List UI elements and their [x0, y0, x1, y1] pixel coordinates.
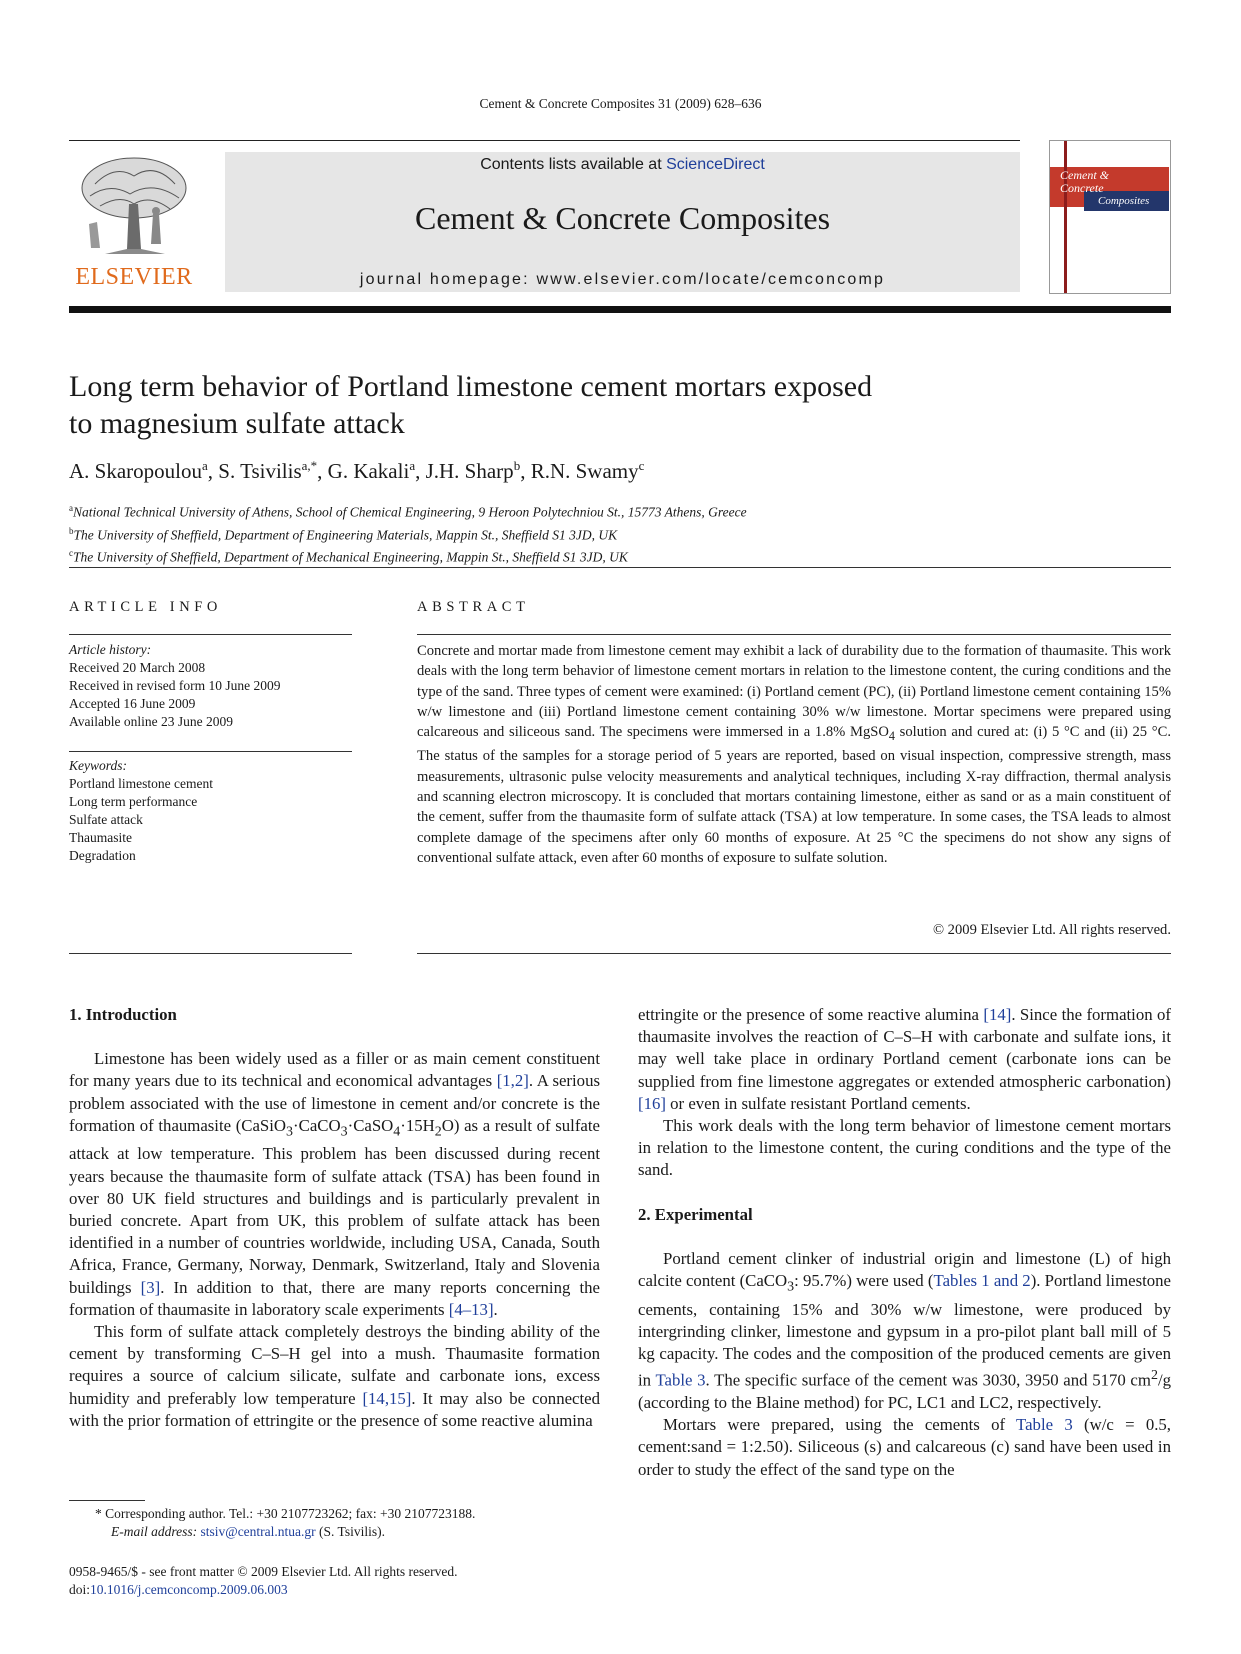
- keywords: [69, 757, 213, 865]
- article-info-rule: [69, 634, 352, 635]
- cover-vertical-line: [1064, 141, 1067, 293]
- keyword-item: Thaumasite: [69, 830, 132, 845]
- email-suffix: (S. Tsivilis).: [315, 1524, 385, 1539]
- text-run: ). Portland limestone cements, containing 15% and 30% w/w limestone, were produced by intergrinding clinker, limestone and gypsum in a pro-pilot plant ball mill of 5 kg capacity. The codes and the composition of the produced cements are given in: [638, 1271, 1171, 1390]
- author-list: A. Skaropoulou$^a$, S. Tsivilis$^{a,*}$, G. Kakali$^a$, J.H. Sharp$^b$, R.N. Swamy$^c$: [69, 458, 645, 483]
- article-info-heading: ARTICLE INFO: [69, 599, 223, 615]
- author-name[interactable]: S. Tsivilis: [218, 459, 302, 483]
- experimental-paragraph-1: Portland cement clinker of industrial origin and limestone (L) of high calcite content (CaCO$_3$: 95.7%) were used (Tables 1 and 2). Portland limestone cements, containing 15% and 30% w/w limestone, were produced by intergrinding clinker, limestone and gypsum in a pro-pilot plant ball mill of 5 kg capacity. The codes and the composition of the produced cements are given in Table 3. The specific surface of the cement was 3030, 3950 and 5170 $cm^2/g$ (according to the Blaine method) for PC, LC1 and LC2, respectively.: [638, 1248, 1171, 1412]
- contents-line: [225, 156, 1020, 174]
- abstract-copyright: © 2009 Elsevier Ltd. All rights reserved.: [932, 922, 1171, 938]
- footnote-star: *: [95, 1506, 102, 1521]
- text-run: . In addition to that, there are many reports concerning the formation of thaumasite in laboratory scale experiments: [69, 1277, 600, 1319]
- journal-banner: [225, 152, 1020, 292]
- author-name[interactable]: J.H. Sharp: [425, 459, 514, 483]
- abstract-bottom-rule: [417, 953, 1171, 954]
- running-head: Cement & Concrete Composites 31 (2009) 628–636: [479, 96, 762, 111]
- footnote-text: Corresponding author. Tel.: +30 2107723262; fax: +30 2107723188.: [101, 1506, 476, 1521]
- footnote: [69, 1505, 609, 1541]
- citation-link[interactable]: [14]: [983, 1005, 1012, 1024]
- contents-prefix: Contents lists available at: [480, 156, 667, 173]
- issn-line: 0958-9465/$ - see front matter © 2009 Elsevier Ltd. All rights reserved.: [69, 1564, 458, 1579]
- title-line-1: Long term behavior of Portland limestone cement mortars exposed: [69, 370, 873, 403]
- history-item: Received 20 March 2008: [69, 660, 206, 675]
- sciencedirect-link[interactable]: ScienceDirect: [666, 156, 765, 173]
- body-column-left: [69, 1004, 600, 1432]
- author-sup: c: [638, 458, 645, 473]
- body-column-right: [638, 1004, 1171, 1481]
- keyword-item: Sulfate attack: [69, 812, 143, 827]
- journal-title: Cement & Concrete Composites: [414, 200, 831, 236]
- title-line-2: to magnesium sulfate attack: [69, 407, 405, 440]
- abstract-part: Concrete and mortar made from limestone cement may exhibit a lack of durability due to the formation of thaumasite. This work deals with the long term behavior of limestone cement mortars in relation to the limestone content, the curing conditions and the type of the sand. Three types of cement were examined: (i) Portland cement (PC), (ii) Portland limestone cement containing 15% w/w limestone and (iii) Portland limestone cement containing 30% w/w limestone. Mortar specimens were prepared using calcareous and siliceous sand. The specimens were immersed in a 1.8% MgSO: [417, 643, 1171, 741]
- intro-paragraph-1: Limestone has been widely used as a filler or as main cement constituent for many years due to its technical and economical advantages [1,2]. A serious problem associated with the use of limestone in cement and/or concrete is the formation of thaumasite $(CaSiO_3\cdot CaCO_3\cdot CaSO_4\cdot 15H_2O)$ as a result of sulfate attack at low temperature. This problem has been discussed during recent years because the thaumasite form of sulfate attack (TSA) has been found in over 80 UK field structures and buildings and is particularly prevalent in buried concrete. Apart from UK, this problem of sulfate attack has been identified in a number of countries worldwide, including USA, Canada, South Africa, France, Germany, Norway, Denmark, Switzerland, Italy and Slovenia buildings [3]. In addition to that, there are many reports concerning the formation of thaumasite in laboratory scale experiments [4–13].: [69, 1049, 600, 1319]
- cover-title-line3: Composites: [1098, 195, 1150, 207]
- text-run: . A serious problem associated with the use of limestone in cement and/or concrete is the formation of thaumasite (CaSiO: [69, 1071, 600, 1135]
- header-rule: [69, 140, 1020, 141]
- text-run: . The specific surface of the cement was 3030, 3950 and 5170 cm: [705, 1370, 1151, 1390]
- author-sup: b: [513, 458, 521, 473]
- table-link[interactable]: Table 3: [655, 1370, 706, 1390]
- email-link[interactable]: stsiv@central.ntua.gr: [200, 1524, 316, 1539]
- abstract-heading: ABSTRACT: [417, 599, 530, 615]
- affiliation-text: The University of Sheffield, Department of Engineering Materials, Mappin St., Sheffield S1 3JD, UK: [73, 527, 618, 542]
- article-info-bottom-rule: [69, 953, 352, 954]
- author-name[interactable]: A. Skaropoulou: [69, 459, 202, 483]
- citation-link[interactable]: [4–13]: [448, 1299, 494, 1319]
- article-title: [69, 368, 1069, 442]
- abstract-part: solution and cured at: (i) 5 °C and (ii) 25 °C. The status of the samples for a storage period of 5 years are reported, based on visual inspection, compressive strength, mass measurements, ultrasonic pulse velocity measurements and analytical techniques, including X-ray diffraction, thermal analysis and scanning electron microscopy. It is concluded that mortars containing limestone, either as sand or as a main constituent of the cement, suffer from the thaumasite form of sulfate attack (TSA) at low temperature. In some cases, the TSA leads to almost complete damage of the specimens after only 60 months of exposure. At 25 °C the specimens do not show any signs of conventional sulfate attack, even after 60 months of exposure to sulfate solution.: [417, 724, 1171, 866]
- text-run: . Since the formation of thaumasite involves the reaction of C–S–H with carbonate and sulfate ions, it may well take place in ordinary Portland cement (carbonate ions can be supplied from fine limestone aggregates or extended atmospheric carbonation): [638, 1005, 1171, 1091]
- text-run: Mortars were prepared, using the cements of: [663, 1415, 1017, 1435]
- history-item: Received in revised form 10 June 2009: [69, 678, 281, 693]
- cover-title-line2: Concrete: [1060, 181, 1104, 195]
- text-run: CaCO: [298, 1115, 341, 1135]
- abstract-rule: [417, 634, 1171, 635]
- intro-paragraph-3: This work deals with the long term behavior of limestone cement mortars in relation to the limestone content, the curing conditions and the type of the sand.: [638, 1116, 1171, 1180]
- author-sup: a: [409, 458, 416, 473]
- intro-paragraph-2: [69, 1321, 600, 1432]
- cover-title: [1060, 169, 1109, 195]
- elsevier-tree-icon: [75, 154, 193, 258]
- footnote-email-line: [69, 1523, 609, 1541]
- footnote-corresponding: [69, 1505, 609, 1523]
- abstract-text: [417, 641, 1171, 868]
- text-run: 15H: [405, 1115, 435, 1135]
- history-label: Article history:: [69, 642, 152, 657]
- text-run: . It may also be connected with the prior formation of ettringite or the presence of some reactive alumina: [69, 1388, 600, 1430]
- history-item: Available online 23 June 2009: [69, 714, 233, 729]
- author-sup: a,*: [301, 458, 318, 473]
- author-name[interactable]: R.N. Swamy: [530, 459, 639, 483]
- text-run: : 95.7%) were used (: [794, 1271, 934, 1291]
- history-rule: [69, 751, 352, 752]
- affiliation-text: The University of Sheffield, Department of Mechanical Engineering, Mappin St., Sheffield S1 3JD, UK: [73, 549, 628, 565]
- text-run: (w/c = 0.5, cement:sand = 1:2.50). Siliceous (s) and calcareous (c) sand have been used in order to study the effect of the sand type on the: [638, 1415, 1171, 1479]
- email-label: E-mail address:: [111, 1524, 201, 1539]
- experimental-paragraph-2: [638, 1414, 1171, 1481]
- keyword-item: Degradation: [69, 848, 136, 863]
- citation-link[interactable]: [16]: [638, 1093, 666, 1113]
- keyword-item: Long term performance: [69, 794, 198, 809]
- citation-link[interactable]: [3]: [140, 1277, 161, 1297]
- text-run: CaSO: [353, 1115, 394, 1135]
- section-heading-experimental: 2. Experimental: [638, 1204, 753, 1224]
- thick-rule: [69, 306, 1171, 313]
- intro-paragraph-2-continued: ettringite or the presence of some reactive alumina [14]. Since the formation of thaumasite involves the reaction of C–S–H with carbonate and sulfate ions, it may well take place in ordinary Portland cement (carbonate ions can be supplied from fine limestone aggregates or extended atmospheric carbonation) [16] or even in sulfate resistant Portland cements.: [638, 1005, 1171, 1113]
- affiliation-rule: [69, 567, 1171, 568]
- table-link[interactable]: Table 3: [1016, 1415, 1073, 1435]
- doi-link[interactable]: 10.1016/j.cemconcomp.2009.06.003: [90, 1582, 288, 1597]
- affiliation-text: National Technical University of Athens, School of Chemical Engineering, 9 Heroon Polytechniou St., 15773 Athens, Greece: [73, 504, 747, 520]
- affiliation-sup: c: [69, 548, 73, 558]
- citation-link[interactable]: [1,2]: [496, 1071, 529, 1091]
- history-item: Accepted 16 June 2009: [69, 696, 196, 711]
- journal-homepage-link[interactable]: journal homepage: www.elsevier.com/locate/cemconcomp: [359, 271, 886, 288]
- footnote-rule: [69, 1500, 145, 1501]
- affiliation-sup: a: [69, 503, 73, 513]
- doi-prefix: doi:: [69, 1582, 91, 1597]
- author-name[interactable]: G. Kakali: [327, 459, 410, 483]
- affiliation-item: [69, 544, 747, 567]
- text-run: or even in sulfate resistant Portland cements.: [665, 1093, 971, 1113]
- journal-cover-thumbnail[interactable]: [1049, 140, 1171, 294]
- article-history: [69, 641, 280, 731]
- text-run: /g (according to the Blaine method) for PC, LC1 and LC2, respectively.: [638, 1370, 1171, 1412]
- cover-title-line1: Cement &: [1060, 168, 1109, 182]
- affiliation-item: [69, 499, 747, 522]
- text-run: Limestone has been widely used as a filler or as main cement constituent for many years due to its technical and economical advantages: [69, 1049, 600, 1091]
- doi-line: [69, 1581, 458, 1599]
- keyword-item: Portland limestone cement: [69, 776, 213, 791]
- text-run: Portland cement clinker of industrial origin and limestone (L) of high calcite content (CaCO: [638, 1248, 1171, 1291]
- author-sup: a: [202, 458, 208, 473]
- affiliation-sup: b: [69, 525, 74, 536]
- citation-link[interactable]: [14,15]: [362, 1388, 412, 1408]
- text-run: O) as a result of sulfate attack at low temperature. This problem has been discussed during recent years because the thaumasite form of sulfate attack (TSA) has been found in over 80 UK field structures and buildings and is particularly prevalent in buried concrete. Apart from UK, this problem of sulfate attack has been identified in a number of countries worldwide, including USA, Canada, South Africa, France, Germany, Norway, Denmark, Switzerland, Italy and Slovenia buildings: [69, 1115, 600, 1297]
- issn-block: [69, 1563, 458, 1599]
- affiliations: [69, 499, 747, 567]
- elsevier-wordmark: ELSEVIER: [75, 264, 193, 290]
- keywords-label: Keywords:: [69, 758, 127, 773]
- affiliation-item: [69, 522, 747, 545]
- section-heading-introduction: 1. Introduction: [69, 1005, 177, 1024]
- table-link[interactable]: Tables 1 and 2: [933, 1271, 1031, 1291]
- elsevier-logo[interactable]: [69, 150, 199, 290]
- text-run: This form of sulfate attack completely destroys the binding ability of the cement by transforming C–S–H gel into a mush. Thaumasite formation requires a source of calcium silicate, sulfate and carbonate ions, excess humidity and preferably low temperature: [69, 1322, 600, 1408]
- abstract-subscript: 4: [888, 729, 895, 744]
